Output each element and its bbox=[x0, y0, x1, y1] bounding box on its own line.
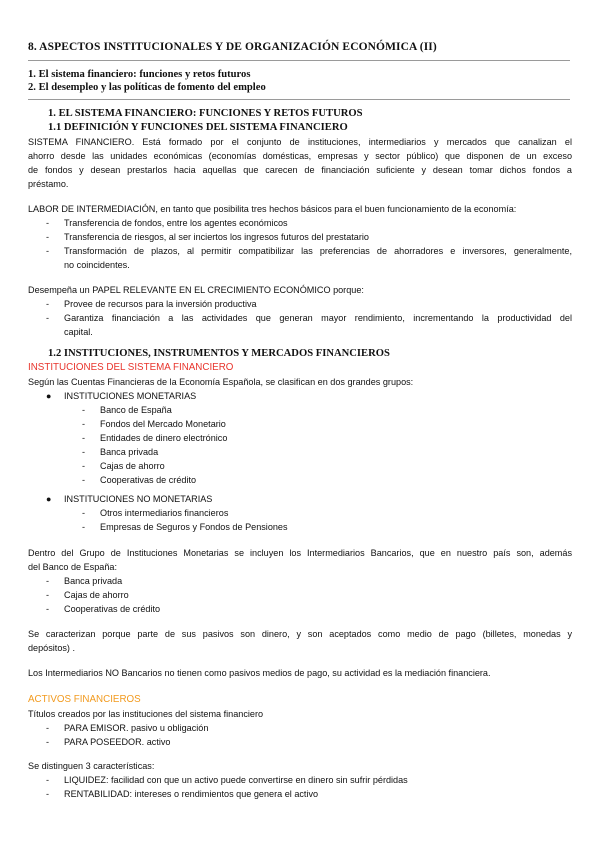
instituciones-heading: INSTITUCIONES DEL SISTEMA FINANCIERO bbox=[28, 362, 234, 373]
activos-heading: ACTIVOS FINANCIEROS bbox=[28, 694, 141, 705]
papel-list bbox=[46, 297, 572, 339]
list-item: - Cajas de ahorro bbox=[82, 461, 165, 471]
bancarios-line-1: Dentro del Grupo de Instituciones Monetarias se incluyen los Intermediarios Bancarios, que en nuestro país son, además bbox=[28, 548, 572, 558]
list-item: - Entidades de dinero electrónico bbox=[82, 433, 228, 443]
toc-item-2: 2. El desempleo y las políticas de fomento del empleo bbox=[28, 82, 266, 93]
activos-intro: Títulos creados por las instituciones del sistema financiero bbox=[28, 709, 264, 719]
list-item: - Transferencia de riesgos, al ser inciertos los ingresos futuros del prestatario bbox=[46, 232, 369, 242]
list-item: - Banca privada bbox=[82, 447, 159, 457]
list-item: - Empresas de Seguros y Fondos de Pensiones bbox=[82, 522, 288, 532]
list-item: - Transformación de plazos, al permitir compatibilizar las preferencias de ahorradores e inversores, generalmente, bbox=[46, 246, 572, 256]
bullet-icon: ● bbox=[46, 494, 52, 504]
definition-line-1: SISTEMA FINANCIERO. Está formado por el conjunto de instituciones, intermediarios y mercados que canalizan el bbox=[28, 137, 572, 147]
activos-list bbox=[46, 721, 566, 749]
definition-line-2: ahorro desde las unidades económicas (economías domésticas, empresas y sector público) que disponen de un exceso bbox=[28, 151, 572, 161]
list-item: - Cajas de ahorro bbox=[46, 590, 129, 600]
definition-line-3: de fondos y desean prestarlos hacia aquellas que carecen de financiación suficiente y desean tomar dichos fondos a bbox=[28, 165, 572, 175]
caracteristicas-intro: Se distinguen 3 características: bbox=[28, 761, 155, 771]
section-1-1-title: 1.1 DEFINICIÓN Y FUNCIONES DEL SISTEMA FINANCIERO bbox=[48, 122, 348, 133]
no-monetarias-group bbox=[46, 492, 566, 534]
chapter-heading: 8. ASPECTOS INSTITUCIONALES Y DE ORGANIZACIÓN ECONÓMICA (II) bbox=[28, 41, 437, 53]
definition-line-4: préstamo. bbox=[28, 179, 69, 189]
list-item: - Fondos del Mercado Monetario bbox=[82, 419, 226, 429]
pasivos-line-1: Se caracterizan porque parte de sus pasivos son dinero, y son aceptados como medio de pago (billetes, monedas y bbox=[28, 629, 572, 639]
caracteristicas-list bbox=[46, 773, 566, 801]
pasivos-line-2: depósitos) . bbox=[28, 643, 76, 653]
bancarios-list bbox=[46, 574, 566, 616]
monetarias-title: INSTITUCIONES MONETARIAS bbox=[64, 391, 197, 401]
toc-item-1: 1. El sistema financiero: funciones y retos futuros bbox=[28, 69, 251, 80]
list-item: - Garantiza financiación a las actividades que generan mayor rendimiento, incrementando la productividad del bbox=[46, 313, 572, 323]
monetarias-group bbox=[46, 389, 566, 487]
list-item: - Cooperativas de crédito bbox=[46, 604, 161, 614]
list-item-continuation: no coincidentes. bbox=[64, 260, 130, 270]
labor-intro: LABOR DE INTERMEDIACIÓN, en tanto que posibilita tres hechos básicos para el buen funcionamiento de la economía: bbox=[28, 204, 517, 214]
no-monetarias-title: INSTITUCIONES NO MONETARIAS bbox=[64, 494, 213, 504]
instituciones-intro: Según las Cuentas Financieras de la Economía Española, se clasifican en dos grandes grupos: bbox=[28, 377, 414, 387]
list-item-continuation: capital. bbox=[64, 327, 93, 337]
section-1-2-title: 1.2 INSTITUCIONES, INSTRUMENTOS Y MERCADOS FINANCIEROS bbox=[48, 348, 390, 359]
no-bancarios-text: Los Intermediarios NO Bancarios no tienen como pasivos medios de pago, su actividad es la mediación financiera. bbox=[28, 668, 491, 678]
labor-list bbox=[46, 216, 572, 272]
papel-intro: Desempeña un PAPEL RELEVANTE EN EL CRECIMIENTO ECONÓMICO porque: bbox=[28, 285, 364, 295]
divider-top bbox=[28, 60, 570, 61]
bullet-icon: ● bbox=[46, 391, 52, 401]
list-item: - Banco de España bbox=[82, 405, 172, 415]
list-item: - Cooperativas de crédito bbox=[82, 475, 197, 485]
section-1-title: 1. EL SISTEMA FINANCIERO: FUNCIONES Y RETOS FUTUROS bbox=[48, 108, 363, 119]
list-item: - Transferencia de fondos, entre los agentes económicos bbox=[46, 218, 288, 228]
list-item: - Provee de recursos para la inversión productiva bbox=[46, 299, 257, 309]
list-item: - RENTABILIDAD: intereses o rendimientos que genera el activo bbox=[46, 789, 319, 799]
list-item: - Banca privada bbox=[46, 576, 123, 586]
list-item: - Otros intermediarios financieros bbox=[82, 508, 229, 518]
bancarios-line-2: del Banco de España: bbox=[28, 562, 117, 572]
divider-bottom bbox=[28, 99, 570, 100]
list-item: - PARA POSEEDOR. activo bbox=[46, 737, 171, 747]
list-item: - LIQUIDEZ: facilidad con que un activo puede convertirse en dinero sin sufrir pérdidas bbox=[46, 775, 408, 785]
list-item: - PARA EMISOR. pasivo u obligación bbox=[46, 723, 209, 733]
